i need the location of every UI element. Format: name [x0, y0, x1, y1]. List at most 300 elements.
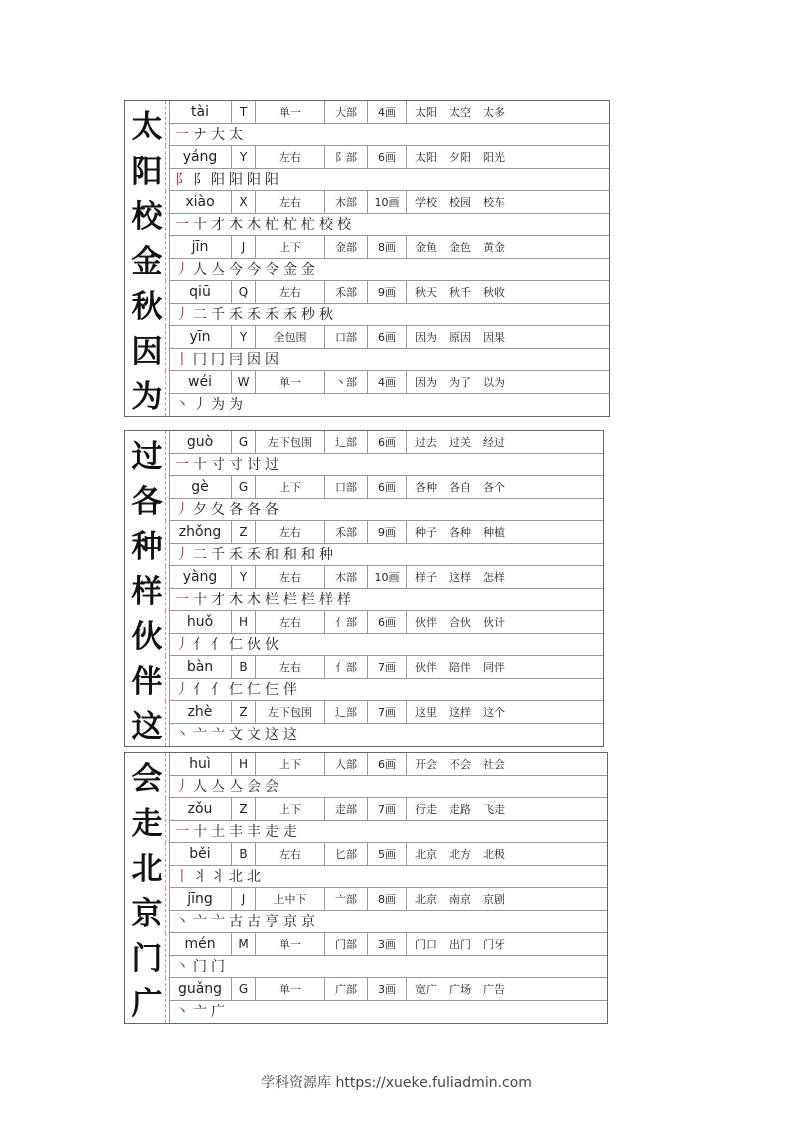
stroke-step: 木 — [229, 217, 243, 233]
info-row — [169, 236, 609, 259]
structure: 单一 — [256, 101, 325, 123]
stroke-order-row — [169, 910, 607, 933]
stroke-step: 丿 — [175, 637, 189, 653]
character-entry — [125, 191, 609, 236]
stroke-count: 7画 — [368, 701, 407, 723]
stroke-order-row — [169, 633, 603, 656]
stroke-step: 秋 — [319, 307, 333, 323]
info-row — [169, 326, 609, 349]
stroke-step: 木 — [247, 217, 261, 233]
initial-letter: Z — [232, 521, 256, 543]
stroke-order-row — [169, 1000, 607, 1022]
stroke-step: 木 — [247, 592, 261, 608]
character-entry — [125, 431, 603, 476]
stroke-step: 一 — [175, 824, 189, 840]
source-footer: 学科资源库 https://xueke.fuliadmin.com — [261, 1075, 532, 1091]
stroke-step: 古 — [247, 914, 261, 930]
example-words — [407, 476, 603, 498]
example-word: 同伴 — [483, 661, 505, 674]
hanzi: 太 — [131, 109, 163, 145]
stroke-step: 会 — [247, 779, 261, 795]
stroke-count: 3画 — [368, 933, 407, 955]
stroke-step: 阝 — [193, 172, 207, 188]
info-row — [169, 191, 609, 214]
info-row — [169, 978, 607, 1001]
example-word: 金鱼 — [415, 241, 437, 254]
stroke-step: 木 — [229, 592, 243, 608]
stroke-order-row — [169, 678, 603, 701]
example-word: 各种 — [415, 481, 437, 494]
example-words — [407, 843, 607, 865]
example-word: 社会 — [483, 758, 505, 771]
stroke-step: 门 — [193, 959, 207, 975]
pinyin: mén — [169, 933, 232, 955]
stroke-step: 丶 — [175, 914, 189, 930]
example-word: 样子 — [415, 571, 437, 584]
stroke-step: 丶 — [175, 397, 189, 413]
stroke-step: 京 — [301, 914, 315, 930]
stroke-step: 和 — [301, 547, 315, 563]
stroke-step: 冃 — [229, 352, 243, 368]
hanzi: 伴 — [131, 664, 163, 700]
example-word: 秋天 — [415, 286, 437, 299]
hanzi: 伙 — [131, 619, 163, 655]
example-word: 北京 — [415, 848, 437, 861]
stroke-step: 阳 — [265, 172, 279, 188]
example-words — [407, 101, 609, 123]
stroke-step: 栏 — [301, 592, 315, 608]
character-block — [124, 430, 604, 747]
info-row — [169, 611, 603, 634]
example-word: 各个 — [483, 481, 505, 494]
stroke-step: 文 — [247, 727, 261, 743]
stroke-step: 丬 — [211, 869, 225, 885]
stroke-step: 伴 — [283, 682, 297, 698]
stroke-step: 仁 — [229, 637, 243, 653]
stroke-step: 十 — [193, 457, 207, 473]
structure: 左下包围 — [256, 431, 325, 453]
stroke-step: 一 — [175, 217, 189, 233]
stroke-step: 才 — [211, 592, 225, 608]
stroke-step: 禾 — [229, 307, 243, 323]
stroke-step: 校 — [319, 217, 333, 233]
stroke-step: 千 — [211, 547, 225, 563]
example-word: 北方 — [449, 848, 471, 861]
stroke-step: 丿 — [175, 307, 189, 323]
example-word: 这样 — [449, 571, 471, 584]
example-word: 太多 — [483, 106, 505, 119]
example-word: 为了 — [449, 376, 471, 389]
stroke-step: 丰 — [247, 824, 261, 840]
radical: 亻部 — [325, 611, 368, 633]
stroke-step: 禾 — [283, 307, 297, 323]
pinyin: tài — [169, 101, 232, 123]
structure: 上中下 — [256, 888, 325, 910]
pinyin: zǒu — [169, 798, 232, 820]
stroke-order-row — [169, 820, 607, 843]
stroke-order-row — [169, 955, 607, 978]
example-word: 走路 — [449, 803, 471, 816]
radical: 走部 — [325, 798, 368, 820]
example-word: 京剧 — [483, 893, 505, 906]
example-words — [407, 281, 609, 303]
stroke-step: 京 — [283, 914, 297, 930]
pinyin: gè — [169, 476, 232, 498]
stroke-step: 禾 — [229, 547, 243, 563]
stroke-step: 亠 — [211, 727, 225, 743]
stroke-step: 这 — [265, 727, 279, 743]
example-word: 各种 — [449, 526, 471, 539]
hanzi: 校 — [131, 199, 163, 235]
info-row — [169, 888, 607, 911]
stroke-step: 丿 — [193, 397, 207, 413]
stroke-order-row — [169, 498, 603, 521]
stroke-step: 太 — [229, 127, 243, 143]
stroke-count: 4画 — [368, 101, 407, 123]
stroke-count: 6画 — [368, 431, 407, 453]
stroke-count: 7画 — [368, 798, 407, 820]
stroke-order-row — [169, 453, 603, 476]
example-word: 秋收 — [483, 286, 505, 299]
example-word: 北京 — [415, 893, 437, 906]
stroke-step: 丬 — [193, 869, 207, 885]
stroke-step: 丿 — [175, 262, 189, 278]
stroke-step: 亼 — [211, 262, 225, 278]
example-word: 这里 — [415, 706, 437, 719]
stroke-order-row — [169, 588, 603, 611]
stroke-step: 金 — [301, 262, 315, 278]
structure: 上下 — [256, 798, 325, 820]
radical: 禾部 — [325, 521, 368, 543]
stroke-count: 10画 — [368, 191, 407, 213]
stroke-count: 6画 — [368, 146, 407, 168]
stroke-step: 亻 — [211, 682, 225, 698]
stroke-order-row — [169, 775, 607, 798]
example-word: 伙伴 — [415, 616, 437, 629]
example-words — [407, 753, 607, 775]
stroke-step: 会 — [265, 779, 279, 795]
stroke-step: 丿 — [175, 682, 189, 698]
example-word: 行走 — [415, 803, 437, 816]
example-word: 这样 — [449, 706, 471, 719]
stroke-step: 十 — [193, 217, 207, 233]
radical: 辶部 — [325, 431, 368, 453]
example-word: 校园 — [449, 196, 471, 209]
stroke-count: 3画 — [368, 978, 407, 1000]
pinyin: yàng — [169, 566, 232, 588]
character-entry — [125, 236, 609, 281]
initial-letter: X — [232, 191, 256, 213]
stroke-step: 丨 — [175, 869, 189, 885]
stroke-step: 走 — [265, 824, 279, 840]
example-words — [407, 701, 603, 723]
example-word: 宽广 — [415, 983, 437, 996]
stroke-step: 一 — [175, 592, 189, 608]
stroke-step: 今 — [229, 262, 243, 278]
stroke-step: 仁 — [229, 682, 243, 698]
character-entry — [125, 566, 603, 611]
radical: 口部 — [325, 326, 368, 348]
info-row — [169, 701, 603, 724]
example-word: 门牙 — [483, 938, 505, 951]
stroke-step: 丶 — [175, 959, 189, 975]
stroke-count: 9画 — [368, 521, 407, 543]
stroke-order-row — [169, 168, 609, 191]
character-entry — [125, 326, 609, 371]
info-row — [169, 476, 603, 499]
stroke-step: 禾 — [247, 307, 261, 323]
hanzi: 金 — [131, 244, 163, 280]
stroke-step: 亨 — [265, 914, 279, 930]
stroke-step: ナ — [193, 127, 207, 143]
pinyin: wéi — [169, 371, 232, 393]
info-row — [169, 431, 603, 454]
stroke-order-row — [169, 865, 607, 888]
structure: 左右 — [256, 281, 325, 303]
structure: 左右 — [256, 566, 325, 588]
stroke-count: 6画 — [368, 326, 407, 348]
example-word: 阳光 — [483, 151, 505, 164]
example-word: 各自 — [449, 481, 471, 494]
structure: 左右 — [256, 146, 325, 168]
initial-letter: W — [232, 371, 256, 393]
stroke-count: 7画 — [368, 656, 407, 678]
initial-letter: Z — [232, 798, 256, 820]
stroke-step: 土 — [211, 824, 225, 840]
example-words — [407, 521, 603, 543]
initial-letter: Z — [232, 701, 256, 723]
example-word: 怎样 — [483, 571, 505, 584]
stroke-step: 一 — [175, 127, 189, 143]
character-entry — [125, 798, 607, 843]
stroke-step: 仁 — [247, 682, 261, 698]
hanzi: 门 — [131, 941, 163, 977]
stroke-step: 阝 — [175, 172, 189, 188]
example-word: 夕阳 — [449, 151, 471, 164]
stroke-step: 样 — [319, 592, 333, 608]
pinyin: jīng — [169, 888, 232, 910]
info-row — [169, 566, 603, 589]
character-entry — [125, 476, 603, 521]
initial-letter: G — [232, 431, 256, 453]
initial-letter: J — [232, 236, 256, 258]
pinyin: guò — [169, 431, 232, 453]
initial-letter: M — [232, 933, 256, 955]
radical: 广部 — [325, 978, 368, 1000]
stroke-step: 因 — [265, 352, 279, 368]
stroke-step: 种 — [319, 547, 333, 563]
character-block — [124, 752, 608, 1024]
stroke-step: 讨 — [247, 457, 261, 473]
pinyin: xiào — [169, 191, 232, 213]
hanzi: 会 — [131, 761, 163, 797]
stroke-step: 千 — [211, 307, 225, 323]
info-row — [169, 843, 607, 866]
stroke-step: 夂 — [211, 502, 225, 518]
example-word: 因果 — [483, 331, 505, 344]
stroke-step: 阳 — [229, 172, 243, 188]
example-word: 过去 — [415, 436, 437, 449]
example-word: 金色 — [449, 241, 471, 254]
stroke-order-row — [169, 213, 609, 236]
radical: 门部 — [325, 933, 368, 955]
example-word: 出门 — [449, 938, 471, 951]
stroke-step: 才 — [211, 217, 225, 233]
initial-letter: Y — [232, 326, 256, 348]
structure: 全包围 — [256, 326, 325, 348]
example-words — [407, 611, 603, 633]
radical: 大部 — [325, 101, 368, 123]
stroke-step: 杧 — [301, 217, 315, 233]
example-word: 因为 — [415, 376, 437, 389]
initial-letter: B — [232, 656, 256, 678]
structure: 左右 — [256, 611, 325, 633]
stroke-step: 一 — [175, 457, 189, 473]
stroke-step: 伙 — [247, 637, 261, 653]
example-word: 以为 — [483, 376, 505, 389]
character-entry — [125, 521, 603, 566]
example-word: 太阳 — [415, 151, 437, 164]
example-words — [407, 978, 607, 1000]
hanzi: 各 — [131, 484, 163, 520]
example-words — [407, 191, 609, 213]
initial-letter: Y — [232, 146, 256, 168]
stroke-step: 二 — [193, 547, 207, 563]
structure: 上下 — [256, 476, 325, 498]
pinyin: běi — [169, 843, 232, 865]
stroke-step: 金 — [283, 262, 297, 278]
structure: 左右 — [256, 843, 325, 865]
pinyin: zhǒng — [169, 521, 232, 543]
stroke-step: 杧 — [283, 217, 297, 233]
hanzi: 阳 — [131, 154, 163, 190]
initial-letter: G — [232, 978, 256, 1000]
stroke-step: 为 — [229, 397, 243, 413]
stroke-step: 样 — [337, 592, 351, 608]
stroke-step: 大 — [211, 127, 225, 143]
stroke-step: 走 — [283, 824, 297, 840]
character-entry — [125, 753, 607, 798]
example-word: 广告 — [483, 983, 505, 996]
stroke-count: 6画 — [368, 611, 407, 633]
stroke-step: 禾 — [265, 307, 279, 323]
stroke-step: 亻 — [193, 637, 207, 653]
example-words — [407, 566, 603, 588]
stroke-step: 十 — [193, 824, 207, 840]
stroke-step: 寸 — [229, 457, 243, 473]
stroke-step: 丰 — [229, 824, 243, 840]
example-word: 学校 — [415, 196, 437, 209]
character-entry — [125, 843, 607, 888]
stroke-step: 因 — [247, 352, 261, 368]
hanzi: 京 — [131, 896, 163, 932]
stroke-order-row — [169, 258, 609, 281]
example-word: 陪伴 — [449, 661, 471, 674]
stroke-step: 今 — [247, 262, 261, 278]
radical: 金部 — [325, 236, 368, 258]
example-word: 不会 — [449, 758, 471, 771]
stroke-step: 寸 — [211, 457, 225, 473]
stroke-step: 丶 — [175, 1004, 189, 1020]
hanzi: 这 — [131, 709, 163, 745]
stroke-count: 6画 — [368, 753, 407, 775]
structure: 左右 — [256, 191, 325, 213]
stroke-step: 亻 — [211, 637, 225, 653]
character-entry — [125, 281, 609, 326]
stroke-step: 禾 — [247, 547, 261, 563]
pinyin: zhè — [169, 701, 232, 723]
stroke-step: 栏 — [265, 592, 279, 608]
stroke-order-row — [169, 543, 603, 566]
hanzi: 样 — [131, 574, 163, 610]
stroke-step: 秒 — [301, 307, 315, 323]
stroke-step: 亼 — [229, 779, 243, 795]
example-words — [407, 326, 609, 348]
example-words — [407, 371, 609, 393]
character-entry — [125, 611, 603, 656]
example-words — [407, 933, 607, 955]
example-words — [407, 146, 609, 168]
stroke-order-row — [169, 303, 609, 326]
example-word: 这个 — [483, 706, 505, 719]
example-words — [407, 888, 607, 910]
stroke-step: 夕 — [193, 502, 207, 518]
example-word: 门口 — [415, 938, 437, 951]
example-words — [407, 656, 603, 678]
stroke-step: 十 — [193, 592, 207, 608]
initial-letter: H — [232, 753, 256, 775]
initial-letter: Q — [232, 281, 256, 303]
stroke-step: 文 — [229, 727, 243, 743]
stroke-step: 过 — [265, 457, 279, 473]
stroke-step: 这 — [283, 727, 297, 743]
radical: 匕部 — [325, 843, 368, 865]
initial-letter: H — [232, 611, 256, 633]
example-word: 北极 — [483, 848, 505, 861]
radical: 木部 — [325, 191, 368, 213]
info-row — [169, 753, 607, 776]
hanzi: 走 — [131, 806, 163, 842]
stroke-step: 校 — [337, 217, 351, 233]
initial-letter: T — [232, 101, 256, 123]
character-block — [124, 100, 610, 417]
radical: 辶部 — [325, 701, 368, 723]
hanzi: 种 — [131, 529, 163, 565]
stroke-step: 丨 — [175, 352, 189, 368]
character-entry — [125, 101, 609, 146]
stroke-step: 亠 — [193, 914, 207, 930]
character-entry — [125, 888, 607, 933]
character-entry — [125, 146, 609, 191]
stroke-step: 门 — [211, 959, 225, 975]
structure: 上下 — [256, 236, 325, 258]
example-word: 伙伴 — [415, 661, 437, 674]
hanzi: 北 — [131, 851, 163, 887]
stroke-step: 广 — [211, 1004, 225, 1020]
stroke-step: 亻 — [193, 682, 207, 698]
character-entry — [125, 656, 603, 701]
initial-letter: Y — [232, 566, 256, 588]
stroke-step: 冂 — [193, 352, 207, 368]
stroke-step: 丶 — [175, 727, 189, 743]
radical: 禾部 — [325, 281, 368, 303]
hanzi: 过 — [131, 439, 163, 475]
stroke-step: 各 — [265, 502, 279, 518]
stroke-step: 和 — [283, 547, 297, 563]
structure: 单一 — [256, 933, 325, 955]
example-word: 黄金 — [483, 241, 505, 254]
info-row — [169, 281, 609, 304]
